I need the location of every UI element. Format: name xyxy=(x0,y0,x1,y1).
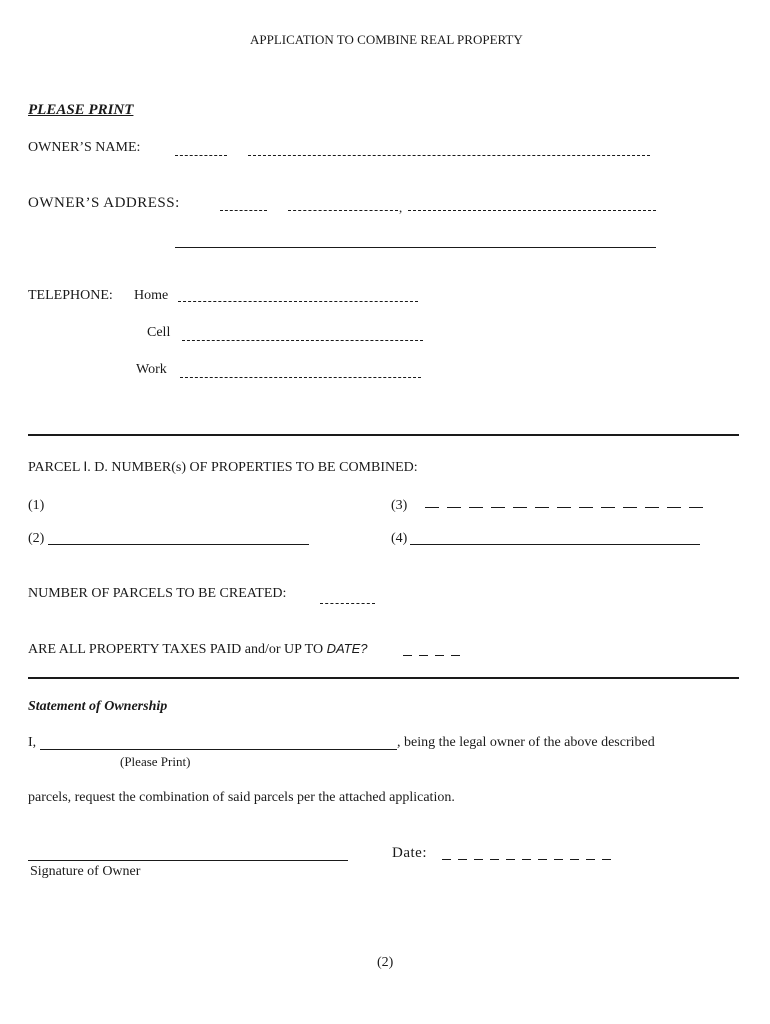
signature-label: Signature of Owner xyxy=(30,864,141,879)
telephone-home-field[interactable] xyxy=(178,301,418,302)
taxes-paid-label: ARE ALL PROPERTY TAXES PAID and/or UP TO DATE? xyxy=(28,641,368,657)
parcel-1-label: (1) xyxy=(28,498,45,513)
parcels-created-label: NUMBER OF PARCELS TO BE CREATED: xyxy=(28,586,287,601)
telephone-work-label: Work xyxy=(136,362,167,377)
statement-suffix: , being the legal owner of the above described xyxy=(397,735,655,750)
parcel-3-field[interactable] xyxy=(425,507,705,508)
date-label: Date: xyxy=(392,845,427,861)
parcels-created-field[interactable] xyxy=(320,603,375,604)
parcel-2-field[interactable] xyxy=(48,544,309,545)
section-divider xyxy=(28,434,739,436)
owner-name-field-first[interactable] xyxy=(175,155,227,156)
parcel-2-label: (2) xyxy=(28,531,45,546)
owner-address-field-street[interactable] xyxy=(288,210,398,211)
signature-field[interactable] xyxy=(28,860,348,861)
statement-heading: Statement of Ownership xyxy=(28,699,168,714)
parcel-3-label: (3) xyxy=(391,498,408,513)
owner-name-field-last[interactable] xyxy=(248,155,650,156)
section-divider-2 xyxy=(28,677,739,679)
page-title: APPLICATION TO COMBINE REAL PROPERTY xyxy=(250,32,523,47)
owner-address-field-city[interactable] xyxy=(408,210,656,211)
telephone-cell-label: Cell xyxy=(147,325,171,340)
telephone-cell-field[interactable] xyxy=(182,340,423,341)
owner-print-name-field[interactable] xyxy=(40,749,397,750)
owner-address-field-line2[interactable] xyxy=(175,247,656,248)
date-field[interactable] xyxy=(442,859,618,860)
page-number: (2) xyxy=(377,955,394,970)
please-print-heading: PLEASE PRINT xyxy=(28,102,134,118)
telephone-home-label: Home xyxy=(134,288,169,303)
owner-address-field-number[interactable] xyxy=(220,210,267,211)
statement-prefix: I, xyxy=(28,735,37,750)
taxes-paid-field[interactable] xyxy=(403,655,467,656)
please-print-hint: (Please Print) xyxy=(120,754,191,769)
address-comma: , xyxy=(399,200,403,215)
parcel-4-label: (4) xyxy=(391,531,408,546)
telephone-label: TELEPHONE: xyxy=(28,288,113,303)
parcel-id-heading: PARCEL I. D. NUMBER(s) OF PROPERTIES TO BE COMBINED: xyxy=(28,458,418,475)
telephone-work-field[interactable] xyxy=(180,377,421,378)
parcel-4-field[interactable] xyxy=(410,544,700,545)
owner-address-label: OWNER’S ADDRESS: xyxy=(28,195,180,211)
owner-name-label: OWNER’S NAME: xyxy=(28,140,141,155)
statement-sentence: parcels, request the combination of said parcels per the attached application. xyxy=(28,790,455,805)
